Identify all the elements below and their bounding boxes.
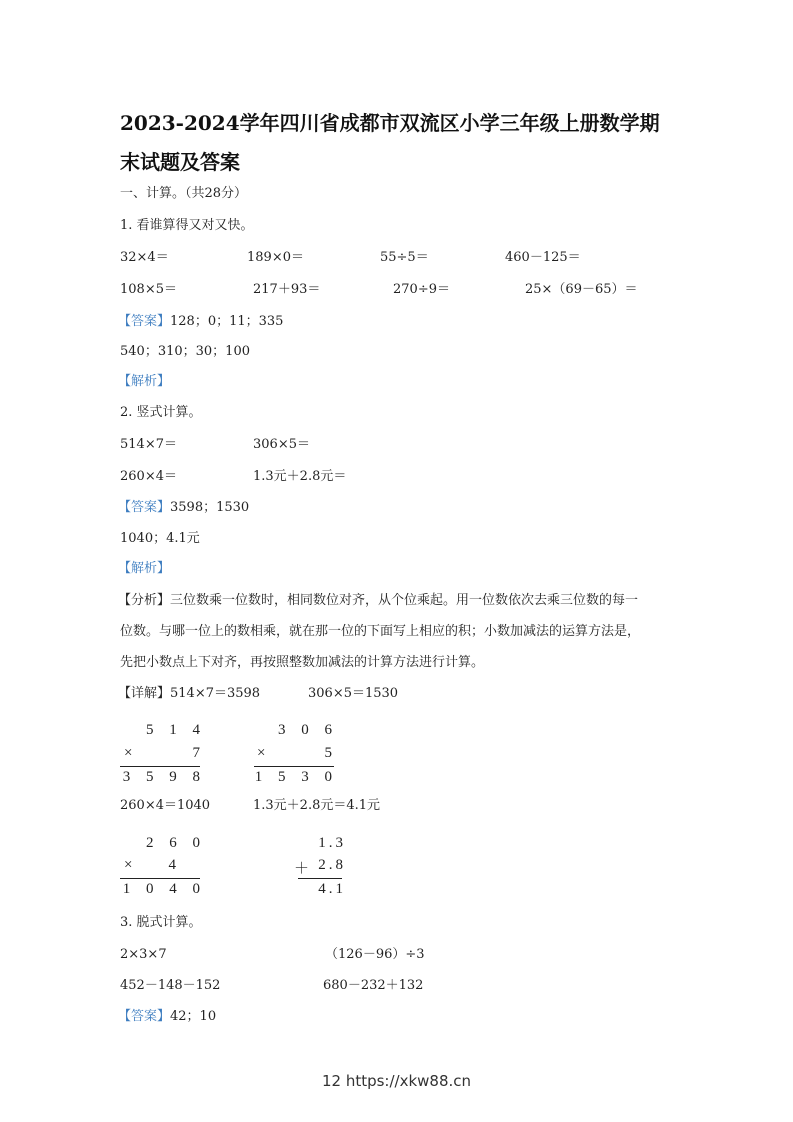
vc-result: 4.1	[318, 881, 346, 897]
xiangjie-text: 306×5＝1530	[308, 686, 399, 701]
q2-item: 514×7＝	[120, 437, 177, 452]
q1-item: 55÷5＝	[380, 250, 429, 265]
fenxi-tag: 【分析】	[118, 593, 171, 608]
q1-item: 460－125＝	[505, 250, 581, 265]
q2-item: 306×5＝	[253, 437, 310, 452]
vc-result: 1 5 3 0	[254, 769, 338, 785]
q1-item: 32×4＝	[120, 250, 169, 265]
xiangjie-text: 1.3元＋2.8元＝4.1元	[253, 798, 381, 813]
vc-rule	[254, 766, 334, 767]
fenxi-line	[118, 593, 638, 609]
q3-item: 2×3×7	[120, 947, 167, 962]
xiangjie-line	[118, 686, 260, 702]
vc-bottom: 5	[324, 745, 338, 761]
q1-item: 108×5＝	[120, 282, 177, 297]
analysis-tag: 【解析】	[118, 374, 171, 389]
q2-answer-2: 1040；4.1元	[120, 531, 200, 546]
vc-rule	[120, 878, 200, 879]
vc-top: 5 1 4	[146, 722, 206, 738]
answer-text: 3598；1530	[170, 500, 250, 515]
fenxi-text: 三位数乘一位数时，相同数位对齐，从个位乘起。用一位数依次去乘三位数的每一	[170, 593, 639, 608]
answer-tag: 【答案】	[118, 314, 171, 329]
vc-result: 1 0 4 0	[122, 881, 206, 897]
xiangjie-tag: 【详解】	[118, 686, 171, 701]
q3-item: 452－148－152	[120, 978, 221, 993]
q2-item: 260×4＝	[120, 469, 177, 484]
title-line-1: 2023-2024学年四川省成都市双流区小学三年级上册数学期	[120, 111, 660, 135]
fenxi-line: 先把小数点上下对齐，再按照整数加减法的计算方法进行计算。	[120, 655, 485, 670]
q2-prompt: 2. 竖式计算。	[120, 405, 202, 420]
q1-item: 270÷9＝	[393, 282, 450, 297]
vc-result: 3 5 9 8	[122, 769, 206, 785]
page-footer: 12 https://xkw88.cn	[321, 1072, 472, 1090]
q2-item: 1.3元＋2.8元＝	[253, 469, 347, 484]
vc-top: 1.3	[318, 835, 346, 851]
vc-op: ＋	[294, 861, 316, 877]
q3-prompt: 3. 脱式计算。	[120, 915, 202, 930]
analysis-tag: 【解析】	[118, 561, 171, 576]
vc-op: ×	[124, 745, 139, 761]
title-line-2: 末试题及答案	[120, 150, 240, 174]
q1-item: 25×（69－65）＝	[525, 282, 638, 297]
q3-item: （126－96）÷3	[325, 947, 425, 962]
vc-op: ×	[257, 745, 272, 761]
vc-bottom: 4	[168, 857, 182, 873]
answer-tag: 【答案】	[118, 1009, 171, 1024]
vc-top: 3 0 6	[278, 722, 338, 738]
vc-bottom: 2.8	[318, 857, 346, 873]
section-heading: 一、计算。（共28分）	[120, 186, 248, 201]
vc-op: ×	[124, 857, 139, 873]
vc-rule	[120, 766, 200, 767]
q2-answer	[118, 500, 249, 516]
answer-tag: 【答案】	[118, 500, 171, 515]
q3-answer	[118, 1009, 216, 1025]
vc-rule	[298, 878, 342, 879]
q1-item: 189×0＝	[247, 250, 304, 265]
q1-answer-2: 540；310；30；100	[120, 344, 250, 359]
fenxi-line: 位数。与哪一位上的数相乘，就在那一位的下面写上相应的积；小数加减法的运算方法是，	[120, 624, 641, 639]
q1-item: 217＋93＝	[253, 282, 321, 297]
answer-text: 128；0；11；335	[170, 314, 284, 329]
xiangjie-text: 260×4＝1040	[120, 798, 211, 813]
vc-top: 2 6 0	[146, 835, 206, 851]
q3-item: 680－232＋132	[323, 978, 424, 993]
xiangjie-text: 514×7＝3598	[170, 686, 261, 701]
q1-answer	[118, 314, 283, 330]
q1-prompt: 1. 看谁算得又对又快。	[120, 218, 254, 233]
answer-text: 42；10	[170, 1009, 217, 1024]
vc-bottom: 7	[192, 745, 206, 761]
